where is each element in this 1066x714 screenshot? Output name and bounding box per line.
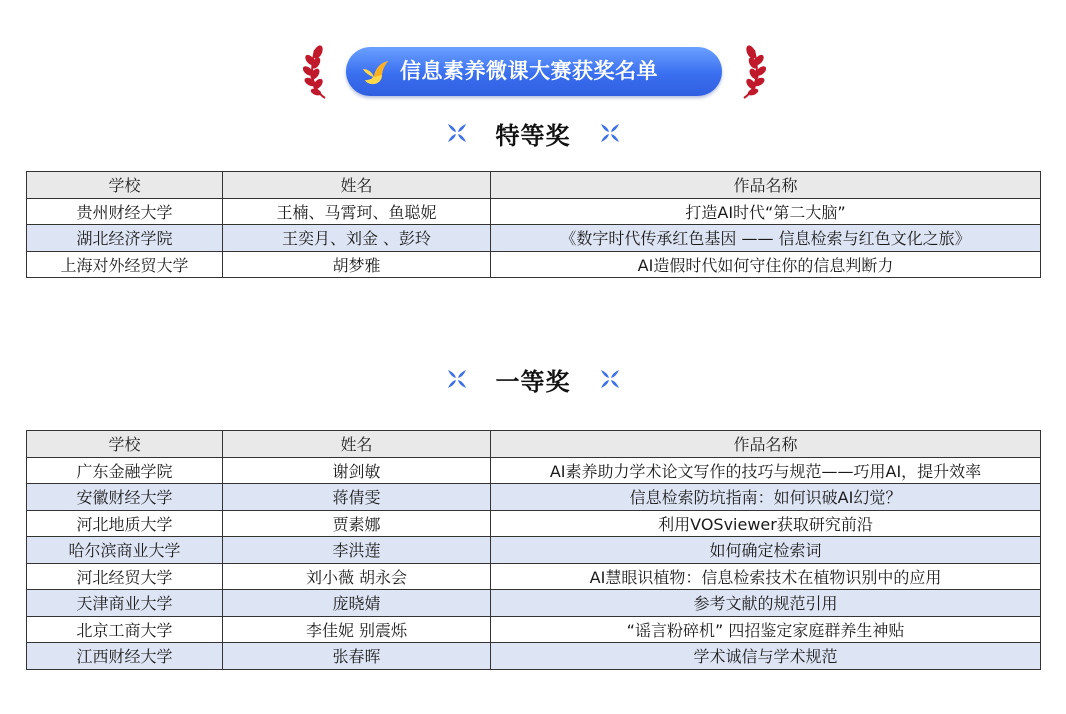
cell-work: 参考文献的规范引用 bbox=[491, 590, 1041, 617]
cell-school: 贵州财经大学 bbox=[27, 198, 223, 225]
cell-school: 广东金融学院 bbox=[27, 457, 223, 484]
cell-school: 哈尔滨商业大学 bbox=[27, 537, 223, 564]
sparkle-icon bbox=[599, 368, 621, 390]
column-header-work: 作品名称 bbox=[491, 172, 1041, 199]
sparkle-icon bbox=[446, 122, 468, 144]
cell-name: 蒋倩雯 bbox=[223, 484, 491, 511]
cell-name: 张春晖 bbox=[223, 643, 491, 670]
table-row bbox=[27, 457, 1041, 484]
section-heading-first bbox=[0, 361, 1066, 397]
cell-work: AI素养助力学术论文写作的技巧与规范——巧用AI，提升效率 bbox=[491, 457, 1041, 484]
cell-school: 河北经贸大学 bbox=[27, 563, 223, 590]
cell-name: 王楠、马霄珂、鱼聪妮 bbox=[223, 198, 491, 225]
cell-school: 北京工商大学 bbox=[27, 616, 223, 643]
cell-name: 庞晓婧 bbox=[223, 590, 491, 617]
table-row bbox=[27, 537, 1041, 564]
awards-table-first bbox=[26, 430, 1041, 670]
laurel-left-icon bbox=[303, 44, 333, 100]
table-row bbox=[27, 616, 1041, 643]
table-row bbox=[27, 590, 1041, 617]
column-header-school: 学校 bbox=[27, 172, 223, 199]
awards-table-special bbox=[26, 171, 1041, 278]
table-row bbox=[27, 198, 1041, 225]
cell-work: 利用VOSviewer获取研究前沿 bbox=[491, 510, 1041, 537]
column-header-name: 姓名 bbox=[223, 172, 491, 199]
table-row bbox=[27, 225, 1041, 252]
dove-icon bbox=[360, 57, 390, 87]
sparkle-icon bbox=[446, 368, 468, 390]
section-title: 一等奖 bbox=[495, 367, 571, 396]
cell-name: 李佳妮 别震烁 bbox=[223, 616, 491, 643]
title-pill bbox=[346, 47, 722, 96]
cell-work: AI造假时代如何守住你的信息判断力 bbox=[491, 251, 1041, 278]
cell-school: 安徽财经大学 bbox=[27, 484, 223, 511]
cell-work: AI慧眼识植物：信息检索技术在植物识别中的应用 bbox=[491, 563, 1041, 590]
cell-school: 河北地质大学 bbox=[27, 510, 223, 537]
cell-work: “谣言粉碎机” 四招鉴定家庭群养生神贴 bbox=[491, 616, 1041, 643]
column-header-name: 姓名 bbox=[223, 431, 491, 458]
section-title: 特等奖 bbox=[495, 121, 571, 150]
cell-work: 《数字时代传承红色基因 —— 信息检索与红色文化之旅》 bbox=[491, 225, 1041, 252]
cell-school: 上海对外经贸大学 bbox=[27, 251, 223, 278]
section-heading-special bbox=[0, 115, 1066, 151]
table-row bbox=[27, 484, 1041, 511]
cell-work: 信息检索防坑指南：如何识破AI幻觉？ bbox=[491, 484, 1041, 511]
column-header-school: 学校 bbox=[27, 431, 223, 458]
cell-school: 江西财经大学 bbox=[27, 643, 223, 670]
cell-work: 打造AI时代“第二大脑” bbox=[491, 198, 1041, 225]
cell-name: 谢剑敏 bbox=[223, 457, 491, 484]
cell-school: 湖北经济学院 bbox=[27, 225, 223, 252]
table-header-row bbox=[27, 172, 1041, 199]
table-row bbox=[27, 510, 1041, 537]
laurel-right-icon bbox=[736, 44, 766, 100]
cell-name: 李洪莲 bbox=[223, 537, 491, 564]
table-header-row bbox=[27, 431, 1041, 458]
cell-name: 王奕月、刘金 、彭玲 bbox=[223, 225, 491, 252]
cell-work: 学术诚信与学术规范 bbox=[491, 643, 1041, 670]
table-row bbox=[27, 251, 1041, 278]
banner bbox=[0, 44, 1066, 100]
cell-name: 胡梦雅 bbox=[223, 251, 491, 278]
table-row bbox=[27, 563, 1041, 590]
page-title: 信息素养微课大赛获奖名单 bbox=[400, 59, 658, 83]
sparkle-icon bbox=[599, 122, 621, 144]
cell-work: 如何确定检索词 bbox=[491, 537, 1041, 564]
cell-school: 天津商业大学 bbox=[27, 590, 223, 617]
cell-name: 刘小薇 胡永会 bbox=[223, 563, 491, 590]
column-header-work: 作品名称 bbox=[491, 431, 1041, 458]
table-row bbox=[27, 643, 1041, 670]
cell-name: 贾素娜 bbox=[223, 510, 491, 537]
